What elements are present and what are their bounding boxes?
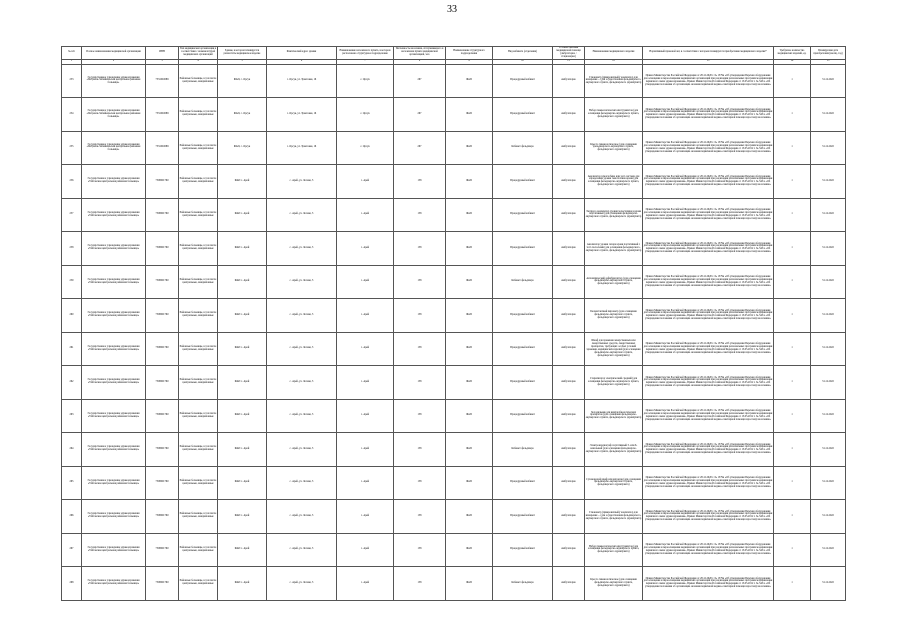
population-cell: 267 <box>394 64 446 98</box>
column-number: 12 <box>585 59 643 64</box>
organization-type-cell: Районные больницы, в том числе центральные, межрайонные <box>179 567 218 601</box>
purchase-date-cell: 31.12.2022 <box>811 366 846 400</box>
column-number: 8 <box>394 59 446 64</box>
settlement-cell: с. Арей <box>337 466 394 500</box>
building-cell: ФАП с. Арей <box>218 433 267 467</box>
column-header: № п/п <box>62 47 82 60</box>
cabinet-type-cell: Процедурный кабинет <box>493 500 553 534</box>
settlement-cell: с. Арей <box>337 299 394 333</box>
quantity-cell: 1 <box>774 299 811 333</box>
column-header: ИНН <box>146 47 179 60</box>
table-row <box>62 366 846 400</box>
column-number: 10 <box>493 59 553 64</box>
table-row <box>62 533 846 567</box>
inn-cell: 7531004589 <box>146 64 179 98</box>
settlement-cell: с. Орсук <box>337 131 394 165</box>
cabinet-type-cell: Процедурный кабинет <box>493 399 553 433</box>
organization-type-cell: Районные больницы, в том числе центральные, межрайонные <box>179 399 218 433</box>
inn-cell: 7508001760 <box>146 232 179 266</box>
care-conditions-cell: Амбулаторно <box>553 232 585 266</box>
organization-type-cell: Районные больницы, в том числе центральные, межрайонные <box>179 64 218 98</box>
settlement-cell: с. Арей <box>337 198 394 232</box>
device-name-cell: Глюкометр (прикроватный)/ анализатор для измерения ... (для осуществления фельдшерского-акушерского пункта, фельдшерского здравпункта) <box>585 500 643 534</box>
organization-type-cell: Районные больницы, в том числе центральные, межрайонные <box>179 232 218 266</box>
organization-type-cell: Районные больницы, в том числе центральные, межрайонные <box>179 299 218 333</box>
equipment-register-table <box>61 46 846 601</box>
column-header: Наименование структурного подразделения <box>446 47 493 60</box>
population-cell: 158 <box>394 466 446 500</box>
cabinet-type-cell: Процедурный кабинет <box>493 198 553 232</box>
column-header: Нормативный правовой акт, в соответствии с которым планируется приобретение медицинского изделия* <box>643 47 774 60</box>
column-header: Здание, в котором планируется разместить медицинское изделие <box>218 47 267 60</box>
organization-type-cell: Районные больницы, в том числе центральные, межрайонные <box>179 533 218 567</box>
cabinet-type-cell: Кабинет фельдшера <box>493 433 553 467</box>
device-name-cell: Стерилизатор электрический средний (для оснащения фельдшерско-акушерского пункта, фельдшерского здравпункта) <box>585 366 643 400</box>
row-number-cell: 255 <box>62 131 82 165</box>
organization-name-cell: Государственное учреждение здравоохранения «Улётовская центральная районная больница» <box>82 332 146 366</box>
inn-cell: 7531004589 <box>146 98 179 132</box>
column-header: Тип медицинской организации в соответствии с номенклатурой медицинских организаций <box>179 47 218 60</box>
population-cell: 158 <box>394 567 446 601</box>
purchase-date-cell: 31.12.2022 <box>811 299 846 333</box>
column-number: 6 <box>267 59 337 64</box>
purchase-date-cell: 31.12.2022 <box>811 198 846 232</box>
address-cell: с. Арей, ул. Лесная, 3 <box>267 466 337 500</box>
organization-type-cell: Районные больницы, в том числе центральные, межрайонные <box>179 433 218 467</box>
regulatory-act-cell: Приказ Министерства Российской Федерации от 28.12.2020 г. № 1379н «Об утверждении Перечня оборудования для оснащения и переоснащения медицинских организаций при реализации региональных программ модернизации первичного звена здравоохранения», Приказ Министерства Российской Федерации от 15.05.2012 г. № 543 н «Об утверждении положения об организации оказания первичной медико-санитарной помощи взрослому населению» <box>643 165 774 199</box>
organization-type-cell: Районные больницы, в том числе центральные, межрайонные <box>179 198 218 232</box>
table-row <box>62 265 846 299</box>
purchase-date-cell: 31.12.2022 <box>811 399 846 433</box>
regulatory-act-cell: Приказ Министерства Российской Федерации от 28.12.2020 г. № 1379н «Об утверждении Перечня оборудования для оснащения и переоснащения медицинских организаций при реализации региональных программ модернизации первичного звена здравоохранения», Приказ Министерства Российской Федерации от 15.05.2012 г. № 543 н «Об утверждении положения об организации оказания первичной медико-санитарной помощи взрослому населению» <box>643 500 774 534</box>
settlement-cell: с. Арей <box>337 332 394 366</box>
table-row <box>62 500 846 534</box>
building-cell: ФАП, с. Орсук <box>218 131 267 165</box>
cabinet-type-cell: Процедурный кабинет <box>493 366 553 400</box>
column-number: 15 <box>811 59 846 64</box>
population-cell: 158 <box>394 332 446 366</box>
cabinet-type-cell: Процедурный кабинет <box>493 332 553 366</box>
row-number-cell: 254 <box>62 98 82 132</box>
subdivision-cell: ФАП <box>446 399 493 433</box>
care-conditions-cell: Амбулаторно <box>553 466 585 500</box>
building-cell: ФАП с. Арей <box>218 299 267 333</box>
population-cell: 158 <box>394 500 446 534</box>
column-number: 2 <box>82 59 146 64</box>
table-row <box>62 198 846 232</box>
table-row <box>62 399 846 433</box>
settlement-cell: с. Арей <box>337 533 394 567</box>
subdivision-cell: ФАП <box>446 500 493 534</box>
inn-cell: 7508001760 <box>146 500 179 534</box>
settlement-cell: с. Арей <box>337 433 394 467</box>
organization-name-cell: Государственное учреждение здравоохранения «Улётовская центральная районная больница» <box>82 500 146 534</box>
regulatory-act-cell: Приказ Министерства Российской Федерации от 28.12.2020 г. № 1379н «Об утверждении Перечня оборудования для оснащения и переоснащения медицинских организаций при реализации региональных программ модернизации первичного звена здравоохранения», Приказ Министерства Российской Федерации от 15.05.2012 г. № 543 н «Об утверждении положения об организации оказания первичной медико-санитарной помощи взрослому населению» <box>643 299 774 333</box>
quantity-cell: 1 <box>774 433 811 467</box>
care-conditions-cell: Амбулаторно <box>553 533 585 567</box>
inn-cell: 7508001760 <box>146 366 179 400</box>
row-number-cell: 253 <box>62 64 82 98</box>
inn-cell: 7508001760 <box>146 399 179 433</box>
purchase-date-cell: 31.12.2022 <box>811 232 846 266</box>
settlement-cell: с. Арей <box>337 232 394 266</box>
organization-name-cell: Государственное учреждение здравоохранения «Улётовская центральная районная больница» <box>82 265 146 299</box>
column-header: Требуемое количество медицинских изделий, ед. <box>774 47 811 60</box>
quantity-cell: 1 <box>774 466 811 500</box>
organization-name-cell: Государственное учреждение здравоохранения «Улётовская центральная районная больница» <box>82 466 146 500</box>
purchase-date-cell: 31.12.2022 <box>811 165 846 199</box>
building-cell: ФАП с. Арей <box>218 500 267 534</box>
care-conditions-cell: Амбулаторно <box>553 299 585 333</box>
care-conditions-cell: Амбулаторно <box>553 265 585 299</box>
settlement-cell: с. Орсук <box>337 98 394 132</box>
cabinet-type-cell: Процедурный кабинет <box>493 232 553 266</box>
care-conditions-cell: Амбулаторно <box>553 98 585 132</box>
regulatory-act-cell: Приказ Министерства Российской Федерации от 28.12.2020 г. № 1379н «Об утверждении Перечня оборудования для оснащения и переоснащения медицинских организаций при реализации региональных программ модернизации первичного звена здравоохранения», Приказ Министерства Российской Федерации от 15.05.2012 г. № 543 н «Об утверждении положения об организации оказания первичной медико-санитарной помощи взрослому населению» <box>643 399 774 433</box>
inn-cell: 7508001760 <box>146 265 179 299</box>
subdivision-cell: ФАП <box>446 299 493 333</box>
population-cell: 158 <box>394 232 446 266</box>
cabinet-type-cell: Процедурный кабинет <box>493 165 553 199</box>
subdivision-cell: ФАП <box>446 433 493 467</box>
table-row <box>62 299 846 333</box>
regulatory-act-cell: Приказ Министерства Российской Федерации от 28.12.2020 г. № 1379н «Об утверждении Перечня оборудования для оснащения и переоснащения медицинских организаций при реализации региональных программ модернизации первичного звена здравоохранения», Приказ Министерства Российской Федерации от 15.05.2012 г. № 543 н «Об утверждении положения об организации оказания первичной медико-санитарной помощи взрослому населению» <box>643 198 774 232</box>
organization-type-cell: Районные больницы, в том числе центральные, межрайонные <box>179 500 218 534</box>
cabinet-type-cell: Процедурный кабинет <box>493 64 553 98</box>
organization-type-cell: Районные больницы, в том числе центральные, межрайонные <box>179 165 218 199</box>
purchase-date-cell: 31.12.2022 <box>811 466 846 500</box>
organization-type-cell: Районные больницы, в том числе центральные, межрайонные <box>179 98 218 132</box>
device-name-cell: Сухожаровой шкаф или автоклав (для оснащения фельдшерско-акушерского пункта, фельдшерского здравпункта) <box>585 466 643 500</box>
table-row <box>62 165 846 199</box>
column-number: 4 <box>179 59 218 64</box>
quantity-cell: 1 <box>774 265 811 299</box>
building-cell: ФАП, с. Орсук <box>218 64 267 98</box>
table-row <box>62 232 846 266</box>
regulatory-act-cell: Приказ Министерства Российской Федерации от 28.12.2020 г. № 1379н «Об утверждении Перечня оборудования для оснащения и переоснащения медицинских организаций при реализации региональных программ модернизации первичного звена здравоохранения», Приказ Министерства Российской Федерации от 15.05.2012 г. № 543 н «Об утверждении положения об организации оказания первичной медико-санитарной помощи взрослому населению» <box>643 433 774 467</box>
quantity-cell: 1 <box>774 366 811 400</box>
subdivision-cell: ФАП <box>446 165 493 199</box>
table-row <box>62 466 846 500</box>
inn-cell: 7508001760 <box>146 198 179 232</box>
building-cell: ФАП с. Арей <box>218 332 267 366</box>
organization-name-cell: Государственное учреждение здравоохранения «Улётовская центральная районная больница» <box>82 533 146 567</box>
column-header: Вид кабинета (отделения) <box>493 47 553 60</box>
row-number-cell: 267 <box>62 533 82 567</box>
table-body <box>62 64 846 600</box>
row-number-cell: 266 <box>62 500 82 534</box>
organization-name-cell: Государственное учреждение здравоохранения «Петровск-Забайкальская центральная районная больница» <box>82 98 146 132</box>
cabinet-type-cell: Кабинет фельдшера <box>493 265 553 299</box>
inn-cell: 7508001760 <box>146 533 179 567</box>
subdivision-cell: ФАП <box>446 232 493 266</box>
table-row <box>62 98 846 132</box>
care-conditions-cell: Амбулаторно <box>553 399 585 433</box>
regulatory-act-cell: Приказ Министерства Российской Федерации от 28.12.2020 г. № 1379н «Об утверждении Перечня оборудования для оснащения и переоснащения медицинских организаций при реализации региональных программ модернизации первичного звена здравоохранения», Приказ Министерства Российской Федерации от 15.05.2012 г. № 543 н «Об утверждении положения об организации оказания первичной медико-санитарной помощи взрослому населению» <box>643 366 774 400</box>
column-number: 9 <box>446 59 493 64</box>
table-row <box>62 433 846 467</box>
row-number-cell: 263 <box>62 399 82 433</box>
subdivision-cell: ФАП <box>446 265 493 299</box>
inn-cell: 7508001760 <box>146 299 179 333</box>
row-number-cell: 258 <box>62 232 82 266</box>
care-conditions-cell: Амбулаторно <box>553 165 585 199</box>
building-cell: ФАП с. Арей <box>218 165 267 199</box>
column-number: 3 <box>146 59 179 64</box>
population-cell: 158 <box>394 533 446 567</box>
building-cell: ФАП с. Арей <box>218 232 267 266</box>
building-cell: ФАП с. Арей <box>218 466 267 500</box>
regulatory-act-cell: Приказ Министерства Российской Федерации от 28.12.2020 г. № 1379н «Об утверждении Перечня оборудования для оснащения и переоснащения медицинских организаций при реализации региональных программ модернизации первичного звена здравоохранения», Приказ Министерства Российской Федерации от 15.05.2012 г. № 543 н «Об утверждении положения об организации оказания первичной медико-санитарной помощи взрослому населению» <box>643 567 774 601</box>
purchase-date-cell: 31.12.2022 <box>811 433 846 467</box>
column-header: Фактический адрес здания <box>267 47 337 60</box>
table-row <box>62 567 846 601</box>
organization-type-cell: Районные больницы, в том числе центральные, межрайонные <box>179 265 218 299</box>
address-cell: с. Арей, ул. Лесная, 3 <box>267 500 337 534</box>
device-name-cell: Шкаф для хранения лекарственных или лекарственных средств, лекарственных препаратов, требующих особых условий хранения, медицинских изделий (для оснащения фельдшерско-акушерского пункта, фельдшерского здравпункта) <box>585 332 643 366</box>
organization-name-cell: Государственное учреждение здравоохранения «Петровск-Забайкальская центральная районная больница» <box>82 64 146 98</box>
organization-type-cell: Районные больницы, в том числе центральные, межрайонные <box>179 466 218 500</box>
population-cell: 158 <box>394 433 446 467</box>
page-number: 33 <box>447 4 457 15</box>
quantity-cell: 1 <box>774 98 811 132</box>
care-conditions-cell: Амбулаторно <box>553 567 585 601</box>
device-name-cell: Анализатор уровня сахара крови портативный с тест-полосками (для оснащения фельдшерского-акушерского пункта, фельдшерского здравпункта) <box>585 232 643 266</box>
column-number: 13 <box>643 59 774 64</box>
organization-name-cell: Государственное учреждение здравоохранения «Улётовская центральная районная больница» <box>82 399 146 433</box>
settlement-cell: с. Арей <box>337 165 394 199</box>
quantity-cell: 1 <box>774 165 811 199</box>
population-cell: 267 <box>394 98 446 132</box>
organization-name-cell: Государственное учреждение здравоохранения «Улётовская центральная районная больница» <box>82 198 146 232</box>
quantity-cell: 1 <box>774 533 811 567</box>
column-number: 7 <box>337 59 394 64</box>
purchase-date-cell: 31.12.2022 <box>811 567 846 601</box>
address-cell: с. Арей, ул. Лесная, 3 <box>267 332 337 366</box>
care-conditions-cell: Амбулаторно <box>553 198 585 232</box>
device-name-cell: Холодильник для иммунобиологических препаратов (для оснащения фельдшерско-акушерского пункта, фельдшерского здравпункта) <box>585 399 643 433</box>
device-name-cell: Электрокардиограф портативный 3- или 6-канальный (для оснащения фельдшерско-акушерского пункта, фельдшерского здравпункта) <box>585 433 643 467</box>
care-conditions-cell: Амбулаторно <box>553 332 585 366</box>
organization-name-cell: Государственное учреждение здравоохранения «Улётовская центральная районная больница» <box>82 299 146 333</box>
organization-type-cell: Районные больницы, в том числе центральные, межрайонные <box>179 332 218 366</box>
building-cell: ФАП с. Арей <box>218 366 267 400</box>
purchase-date-cell: 31.12.2022 <box>811 64 846 98</box>
inn-cell: 7531004589 <box>146 131 179 165</box>
inn-cell: 7508001760 <box>146 332 179 366</box>
device-name-cell: Набор гинекологических инструментов (для оснащения фельдшерско-акушерского пункта, фельдшерского здравпункта) <box>585 98 643 132</box>
inn-cell: 7508001760 <box>146 433 179 467</box>
regulatory-act-cell: Приказ Министерства Российской Федерации от 28.12.2020 г. № 1379н «Об утверждении Перечня оборудования для оснащения и переоснащения медицинских организаций при реализации региональных программ модернизации первичного звена здравоохранения», Приказ Министерства Российской Федерации от 15.05.2012 г. № 543 н «Об утверждении положения об организации оказания первичной медико-санитарной помощи взрослому населению» <box>643 265 774 299</box>
cabinet-type-cell: Кабинет фельдшера <box>493 567 553 601</box>
address-cell: с. Арей, ул. Лесная, 3 <box>267 198 337 232</box>
cabinet-type-cell: Кабинет фельдшера <box>493 131 553 165</box>
purchase-date-cell: 31.12.2022 <box>811 131 846 165</box>
address-cell: с. Арей, ул. Лесная, 3 <box>267 232 337 266</box>
settlement-cell: с. Арей <box>337 366 394 400</box>
building-cell: ФАП с. Арей <box>218 198 267 232</box>
device-name-cell: Кресло гинекологическое (для оснащения фельдшерско-акушерского пункта, фельдшерского здравпункта) <box>585 567 643 601</box>
organization-name-cell: Государственное учреждение здравоохранения «Улётовская центральная районная больница» <box>82 366 146 400</box>
table-row <box>62 64 846 98</box>
column-header: Планируемая дата приобретения (месяц, год) <box>811 47 846 60</box>
building-cell: ФАП с. Арей <box>218 265 267 299</box>
care-conditions-cell: Амбулаторно <box>553 131 585 165</box>
purchase-date-cell: 31.12.2022 <box>811 265 846 299</box>
population-cell: 158 <box>394 366 446 400</box>
inn-cell: 7508001760 <box>146 466 179 500</box>
organization-type-cell: Районные больницы, в том числе центральные, межрайонные <box>179 131 218 165</box>
column-header: Численность населения, обслуживаемого в населенном пункте медицинской организацией, чел. <box>394 47 446 60</box>
subdivision-cell: ФАП <box>446 198 493 232</box>
organization-type-cell: Районные больницы, в том числе центральные, межрайонные <box>179 366 218 400</box>
row-number-cell: 265 <box>62 466 82 500</box>
organization-name-cell: Государственное учреждение здравоохранения «Улётовская центральная районная больница» <box>82 433 146 467</box>
address-cell: с. Арей, ул. Лесная, 3 <box>267 265 337 299</box>
quantity-cell: 1 <box>774 500 811 534</box>
building-cell: ФАП с. Арей <box>218 567 267 601</box>
purchase-date-cell: 31.12.2022 <box>811 98 846 132</box>
quantity-cell: 1 <box>774 64 811 98</box>
purchase-date-cell: 31.12.2022 <box>811 332 846 366</box>
settlement-cell: с. Арей <box>337 399 394 433</box>
population-cell: 158 <box>394 399 446 433</box>
population-cell: 158 <box>394 299 446 333</box>
row-number-cell: 256 <box>62 165 82 199</box>
regulatory-act-cell: Приказ Министерства Российской Федерации от 28.12.2020 г. № 1379н «Об утверждении Перечня оборудования для оснащения и переоснащения медицинских организаций при реализации региональных программ модернизации первичного звена здравоохранения», Приказ Министерства Российской Федерации от 15.05.2012 г. № 543 н «Об утверждении положения об организации оказания первичной медико-санитарной помощи взрослому населению» <box>643 533 774 567</box>
regulatory-act-cell: Приказ Министерства Российской Федерации от 28.12.2020 г. № 1379н «Об утверждении Перечня оборудования для оснащения и переоснащения медицинских организаций при реализации региональных программ модернизации первичного звена здравоохранения», Приказ Министерства Российской Федерации от 15.05.2012 г. № 543 н «Об утверждении положения об организации оказания первичной медико-санитарной помощи взрослому населению» <box>643 131 774 165</box>
care-conditions-cell: Амбулаторно <box>553 366 585 400</box>
population-cell: 158 <box>394 265 446 299</box>
row-number-cell: 262 <box>62 366 82 400</box>
regulatory-act-cell: Приказ Министерства Российской Федерации от 28.12.2020 г. № 1379н «Об утверждении Перечня оборудования для оснащения и переоснащения медицинских организаций при реализации региональных программ модернизации первичного звена здравоохранения», Приказ Министерства Российской Федерации от 15.05.2012 г. № 543 н «Об утверждении положения об организации оказания первичной медико-санитарной помощи взрослому населению» <box>643 332 774 366</box>
population-cell: 158 <box>394 198 446 232</box>
settlement-cell: с. Арей <box>337 500 394 534</box>
organization-name-cell: Государственное учреждение здравоохранения «Улётовская центральная районная больница» <box>82 567 146 601</box>
device-name-cell: Глюкометр (прикроватный)/ анализатор для измерения ... (для осуществления фельдшерского-акушерского пункта, фельдшерского здравпункта) <box>585 64 643 98</box>
address-cell: с. Арей, ул. Лесная, 3 <box>267 399 337 433</box>
quantity-cell: 1 <box>774 567 811 601</box>
quantity-cell: 1 <box>774 399 811 433</box>
device-name-cell: Анализатор гемоглобина или тест-система для определения уровня гемоглобина крови (для оснащения фельдшерско-акушерского пункта, фельдшерского здравпункта) <box>585 165 643 199</box>
row-number-cell: 259 <box>62 265 82 299</box>
address-cell: с. Арей, ул. Лесная, 3 <box>267 165 337 199</box>
cabinet-type-cell: Процедурный кабинет <box>493 299 553 333</box>
row-number-cell: 264 <box>62 433 82 467</box>
column-header: Полное наименование медицинской организации <box>82 47 146 60</box>
regulatory-act-cell: Приказ Министерства Российской Федерации от 28.12.2020 г. № 1379н «Об утверждении Перечня оборудования для оснащения и переоснащения медицинских организаций при реализации региональных программ модернизации первичного звена здравоохранения», Приказ Министерства Российской Федерации от 15.05.2012 г. № 543 н «Об утверждении положения об организации оказания первичной медико-санитарной помощи взрослому населению» <box>643 466 774 500</box>
row-number-cell: 261 <box>62 332 82 366</box>
address-cell: с. Орсук, ул. Трактовая, 16 <box>267 64 337 98</box>
subdivision-cell: ФАП <box>446 567 493 601</box>
cabinet-type-cell: Процедурный кабинет <box>493 533 553 567</box>
device-name-cell: Автоматический дефибриллятор (для оснащения фельдшерско-акушерского пункта, фельдшерского здравпункта) <box>585 265 643 299</box>
settlement-cell: с. Арей <box>337 265 394 299</box>
quantity-cell: 1 <box>774 131 811 165</box>
table-row <box>62 131 846 165</box>
column-header: Условия оказания медицинской помощи (амбулаторно / стационарно) <box>553 47 585 60</box>
address-cell: с. Орсук, ул. Трактовая, 16 <box>267 131 337 165</box>
address-cell: с. Арей, ул. Лесная, 3 <box>267 567 337 601</box>
organization-name-cell: Государственное учреждение здравоохранения «Петровск-Забайкальская центральная районная больница» <box>82 131 146 165</box>
subdivision-cell: ФАП <box>446 466 493 500</box>
care-conditions-cell: Амбулаторно <box>553 64 585 98</box>
regulatory-act-cell: Приказ Министерства Российской Федерации от 28.12.2020 г. № 1379н «Об утверждении Перечня оборудования для оснащения и переоснащения медицинских организаций при реализации региональных программ модернизации первичного звена здравоохранения», Приказ Министерства Российской Федерации от 15.05.2012 г. № 543 н «Об утверждении положения об организации оказания первичной медико-санитарной помощи взрослому населению» <box>643 64 774 98</box>
care-conditions-cell: Амбулаторно <box>553 433 585 467</box>
address-cell: с. Арей, ул. Лесная, 3 <box>267 533 337 567</box>
regulatory-act-cell: Приказ Министерства Российской Федерации от 28.12.2020 г. № 1379н «Об утверждении Перечня оборудования для оснащения и переоснащения медицинских организаций при реализации региональных программ модернизации первичного звена здравоохранения», Приказ Министерства Российской Федерации от 15.05.2012 г. № 543 н «Об утверждении положения об организации оказания первичной медико-санитарной помощи взрослому населению» <box>643 98 774 132</box>
settlement-cell: с. Орсук <box>337 64 394 98</box>
row-number-cell: 268 <box>62 567 82 601</box>
organization-name-cell: Государственное учреждение здравоохранения «Улётовская центральная районная больница» <box>82 165 146 199</box>
inn-cell: 7508001760 <box>146 165 179 199</box>
address-cell: с. Арей, ул. Лесная, 3 <box>267 299 337 333</box>
address-cell: с. Орсук, ул. Трактовая, 16 <box>267 98 337 132</box>
device-name-cell: Набор гинекологических инструментов (для оснащения фельдшерско-акушерского пункта, фельдшерского здравпункта) <box>585 533 643 567</box>
subdivision-cell: ФАП <box>446 98 493 132</box>
table-row <box>62 332 846 366</box>
population-cell: 267 <box>394 131 446 165</box>
care-conditions-cell: Амбулаторно <box>553 500 585 534</box>
column-header: Наименование медицинского изделия <box>585 47 643 60</box>
inn-cell: 7508001760 <box>146 567 179 601</box>
building-cell: ФАП, с. Орсук <box>218 98 267 132</box>
subdivision-cell: ФАП <box>446 64 493 98</box>
cabinet-type-cell: Процедурный кабинет <box>493 98 553 132</box>
subdivision-cell: ФАП <box>446 131 493 165</box>
column-number: 1 <box>62 59 82 64</box>
column-number: 11 <box>553 59 585 64</box>
population-cell: 158 <box>394 165 446 199</box>
column-number: 14 <box>774 59 811 64</box>
subdivision-cell: ФАП <box>446 332 493 366</box>
purchase-date-cell: 31.12.2022 <box>811 533 846 567</box>
device-name-cell: Кресло гинекологическое (для оснащения фельдшерского-акушерского пункта, фельдшерского здравпункта) <box>585 131 643 165</box>
device-name-cell: Экспресс-анализатор уровня холестерина в крови портативный (для оснащения фельдшерско-акушерского пункта, фельдшерского здравпункта) <box>585 198 643 232</box>
quantity-cell: 1 <box>774 332 811 366</box>
address-cell: с. Арей, ул. Лесная, 3 <box>267 366 337 400</box>
cabinet-type-cell: Процедурный кабинет <box>493 466 553 500</box>
settlement-cell: с. Арей <box>337 567 394 601</box>
device-name-cell: Бесконтактный пирометр (для оснащения фельдшерско-акушерского пункта, фельдшерского здравпункта) <box>585 299 643 333</box>
subdivision-cell: ФАП <box>446 366 493 400</box>
purchase-date-cell: 31.12.2022 <box>811 500 846 534</box>
header-row <box>62 47 846 60</box>
subdivision-cell: ФАП <box>446 533 493 567</box>
column-header: Наименование населенного пункта, в котором расположено структурное подразделение <box>337 47 394 60</box>
organization-name-cell: Государственное учреждение здравоохранения «Улётовская центральная районная больница» <box>82 232 146 266</box>
building-cell: ФАП с. Арей <box>218 533 267 567</box>
column-number: 5 <box>218 59 267 64</box>
regulatory-act-cell: Приказ Министерства Российской Федерации от 28.12.2020 г. № 1379н «Об утверждении Перечня оборудования для оснащения и переоснащения медицинских организаций при реализации региональных программ модернизации первичного звена здравоохранения», Приказ Министерства Российской Федерации от 15.05.2012 г. № 543 н «Об утверждении положения об организации оказания первичной медико-санитарной помощи взрослому населению» <box>643 232 774 266</box>
building-cell: ФАП с. Арей <box>218 399 267 433</box>
quantity-cell: 1 <box>774 198 811 232</box>
address-cell: с. Арей, ул. Лесная, 3 <box>267 433 337 467</box>
quantity-cell: 1 <box>774 232 811 266</box>
row-number-cell: 260 <box>62 299 82 333</box>
row-number-cell: 257 <box>62 198 82 232</box>
